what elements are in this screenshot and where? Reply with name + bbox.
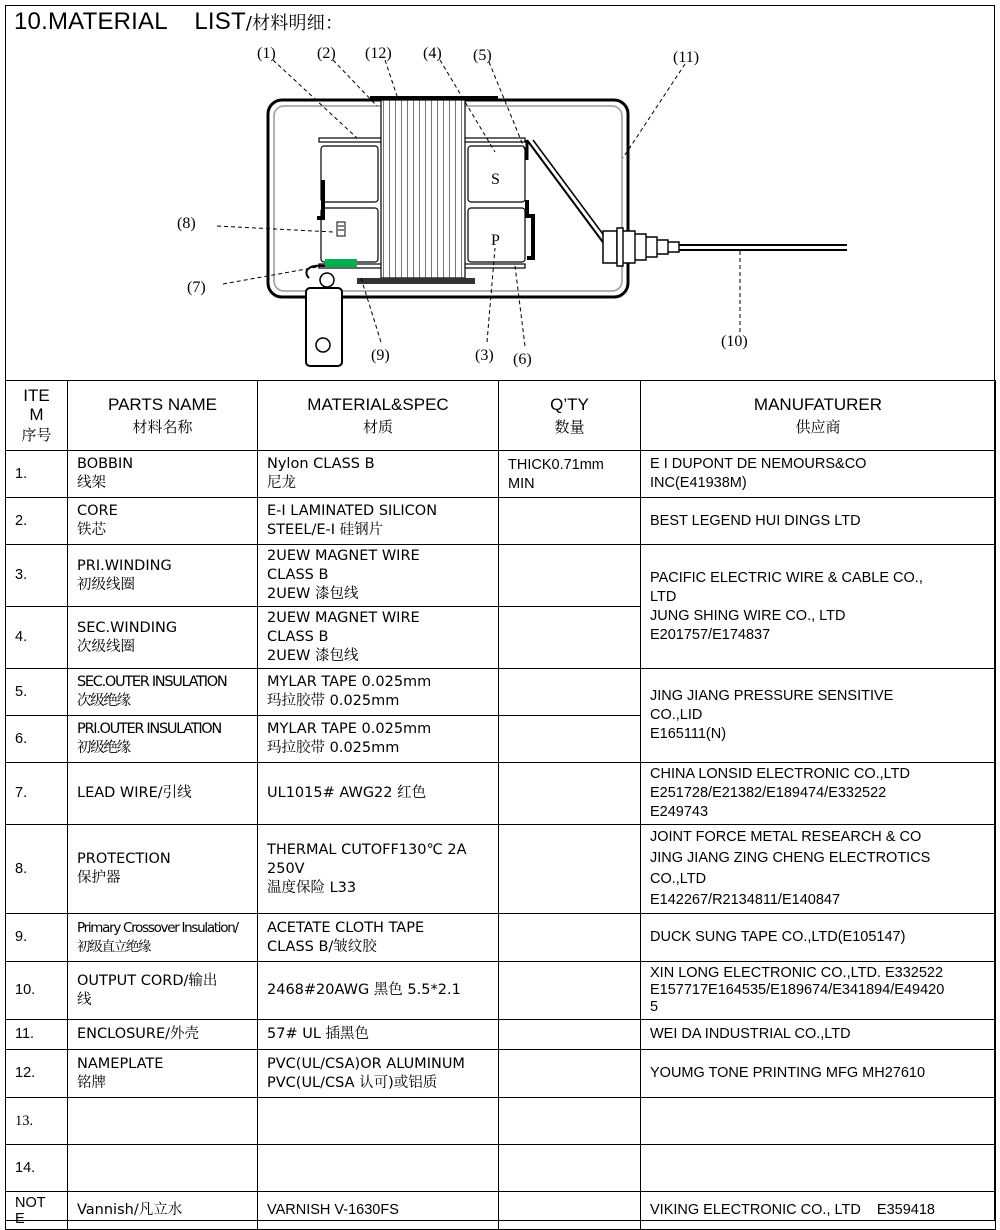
manufacturer-cell: BEST LEGEND HUI DINGS LTD [641,498,996,545]
item-cell: NOT E [6,1192,68,1230]
thermal-cutoff [337,222,345,236]
qty-cell [499,1192,641,1230]
parts-cell: NAMEPLATE 铭牌 [68,1050,258,1098]
manufacturer-cell: PACIFIC ELECTRIC WIRE & CABLE CO., LTD JUNG SHING WIRE CO., LTD E201757/E174837 [641,545,996,669]
material-cell: UL1015# AWG22 红色 [258,763,499,825]
qty-cell [499,716,641,763]
header-manufacturer: MANUFATURER 供应商 [641,381,996,451]
section-title-zh: /材料明细： [245,13,344,34]
table-row [6,545,996,607]
item-cell: 10. [6,962,68,1020]
item-cell: 6. [6,716,68,763]
section-title [14,8,343,36]
qty-cell [499,914,641,962]
item-cell: 14. [6,1145,68,1192]
manufacturer-cell [641,1098,996,1145]
table-row [6,669,996,716]
parts-cell: PRI.OUTER INSULATION 初级绝缘 [68,716,258,763]
laminated-core [381,100,465,278]
lead-wire [325,259,357,267]
header-item: ITE M 序号 [6,381,68,451]
qty-cell [499,669,641,716]
table-header-row [6,381,996,451]
plug-pin [306,288,342,366]
callout-12: (12) [365,45,392,62]
parts-cell: LEAD WIRE/引线 [68,763,258,825]
callout-11: (11) [673,49,700,66]
material-cell: PVC(UL/CSA)OR ALUMINUM PVC(UL/CSA 认可)或铝质 [258,1050,499,1098]
callout-1: (1) [257,45,276,62]
item-cell: 12. [6,1050,68,1098]
material-cell: Nylon CLASS B 尼龙 [258,451,499,498]
material-cell: MYLAR TAPE 0.025mm 玛拉胶带 0.025mm [258,669,499,716]
material-cell: 2UEW MAGNET WIRE CLASS B 2UEW 漆包线 [258,545,499,607]
manufacturer-cell: DUCK SUNG TAPE CO.,LTD(E105147) [641,914,996,962]
qty-cell [499,1050,641,1098]
material-cell: 2UEW MAGNET WIRE CLASS B 2UEW 漆包线 [258,607,499,669]
table-row [6,914,996,962]
parts-cell: PRI.WINDING 初级线圈 [68,545,258,607]
table-row [6,1098,996,1145]
material-cell: ACETATE CLOTH TAPE CLASS B/皱纹胶 [258,914,499,962]
manufacturer-cell: YOUMG TONE PRINTING MFG MH27610 [641,1050,996,1098]
qty-cell [499,498,641,545]
parts-cell: Primary Crossover Insulation/ 初级直立绝缘 [68,914,258,962]
table-row [6,962,996,1020]
winding-left-bottom [321,208,378,262]
winding-left-top [321,146,378,202]
qty-cell: THICK0.71mm MIN [499,451,641,498]
qty-cell [499,1020,641,1050]
parts-cell: SEC.OUTER INSULATION 次级绝缘 [68,669,258,716]
callout-6: (6) [513,351,532,368]
material-list-table [5,380,996,1230]
table-row [6,825,996,914]
parts-cell: PROTECTION 保护器 [68,825,258,914]
item-cell: 7. [6,763,68,825]
table-row [6,1192,996,1230]
strain-relief [603,231,617,263]
callout-9: (9) [371,347,390,364]
table-row [6,1050,996,1098]
winding-label-s: S [491,171,500,188]
qty-cell [499,607,641,669]
qty-cell [499,1098,641,1145]
manufacturer-cell: XIN LONG ELECTRONIC CO.,LTD. E332522 E157717E164535/E189674/E341894/E49420 5 [641,962,996,1020]
table-row [6,1145,996,1192]
qty-cell [499,1145,641,1192]
parts-cell [68,1145,258,1192]
item-cell: 2. [6,498,68,545]
parts-cell: ENCLOSURE/外壳 [68,1020,258,1050]
parts-cell: OUTPUT CORD/输出 线 [68,962,258,1020]
material-cell: 2468#20AWG 黑色 5.5*2.1 [258,962,499,1020]
manufacturer-cell: VIKING ELECTRONIC CO., LTD E359418 [641,1192,996,1230]
header-qty: Q’TY 数量 [499,381,641,451]
table-row [6,1020,996,1050]
table-row [6,451,996,498]
parts-cell [68,1098,258,1145]
winding-label-p: P [491,232,500,249]
callout-3: (3) [475,347,494,364]
parts-cell: SEC.WINDING 次级线圈 [68,607,258,669]
item-cell: 3. [6,545,68,607]
manufacturer-cell: CHINA LONSID ELECTRONIC CO.,LTD E251728/E21382/E189474/E332522 E249743 [641,763,996,825]
qty-cell [499,825,641,914]
material-cell [258,1098,499,1145]
material-cell: THERMAL CUTOFF130℃ 2A 250V 温度保险 L33 [258,825,499,914]
parts-cell: BOBBIN 线架 [68,451,258,498]
header-parts: PARTS NAME 材料名称 [68,381,258,451]
material-cell [258,1145,499,1192]
item-cell: 4. [6,607,68,669]
qty-cell [499,763,641,825]
material-cell: E-I LAMINATED SILICON STEEL/E-I 硅钢片 [258,498,499,545]
adapter-cross-section-diagram [5,40,995,380]
callout-8: (8) [177,215,196,232]
manufacturer-cell: WEI DA INDUSTRIAL CO.,LTD [641,1020,996,1050]
item-cell: 9. [6,914,68,962]
item-cell: 1. [6,451,68,498]
qty-cell [499,545,641,607]
item-cell: 8. [6,825,68,914]
material-cell: VARNISH V-1630FS [258,1192,499,1230]
parts-cell: CORE 铁芯 [68,498,258,545]
callout-7: (7) [187,279,206,296]
manufacturer-cell: E I DUPONT DE NEMOURS&CO INC(E41938M) [641,451,996,498]
manufacturer-cell [641,1145,996,1192]
section-title-main: 10.MATERIAL LIST [14,8,246,35]
qty-cell [499,962,641,1020]
callout-2: (2) [317,45,336,62]
material-cell: 57# UL 插黑色 [258,1020,499,1050]
manufacturer-cell: JOINT FORCE METAL RESEARCH & CO JING JIANG ZING CHENG ELECTROTICS CO.,LTD E142267/R2134811/E140847 [641,825,996,914]
material-cell: MYLAR TAPE 0.025mm 玛拉胶带 0.025mm [258,716,499,763]
callout-4: (4) [423,45,442,62]
parts-cell: Vannish/凡立水 [68,1192,258,1230]
table-row [6,763,996,825]
callout-10: (10) [721,333,748,350]
header-material: MATERIAL&SPEC 材质 [258,381,499,451]
item-cell: 13. [6,1098,68,1145]
callout-5: (5) [473,47,492,64]
item-cell: 11. [6,1020,68,1050]
table-row [6,498,996,545]
item-cell: 5. [6,669,68,716]
manufacturer-cell: JING JIANG PRESSURE SENSITIVE CO.,LID E165111(N) [641,669,996,763]
